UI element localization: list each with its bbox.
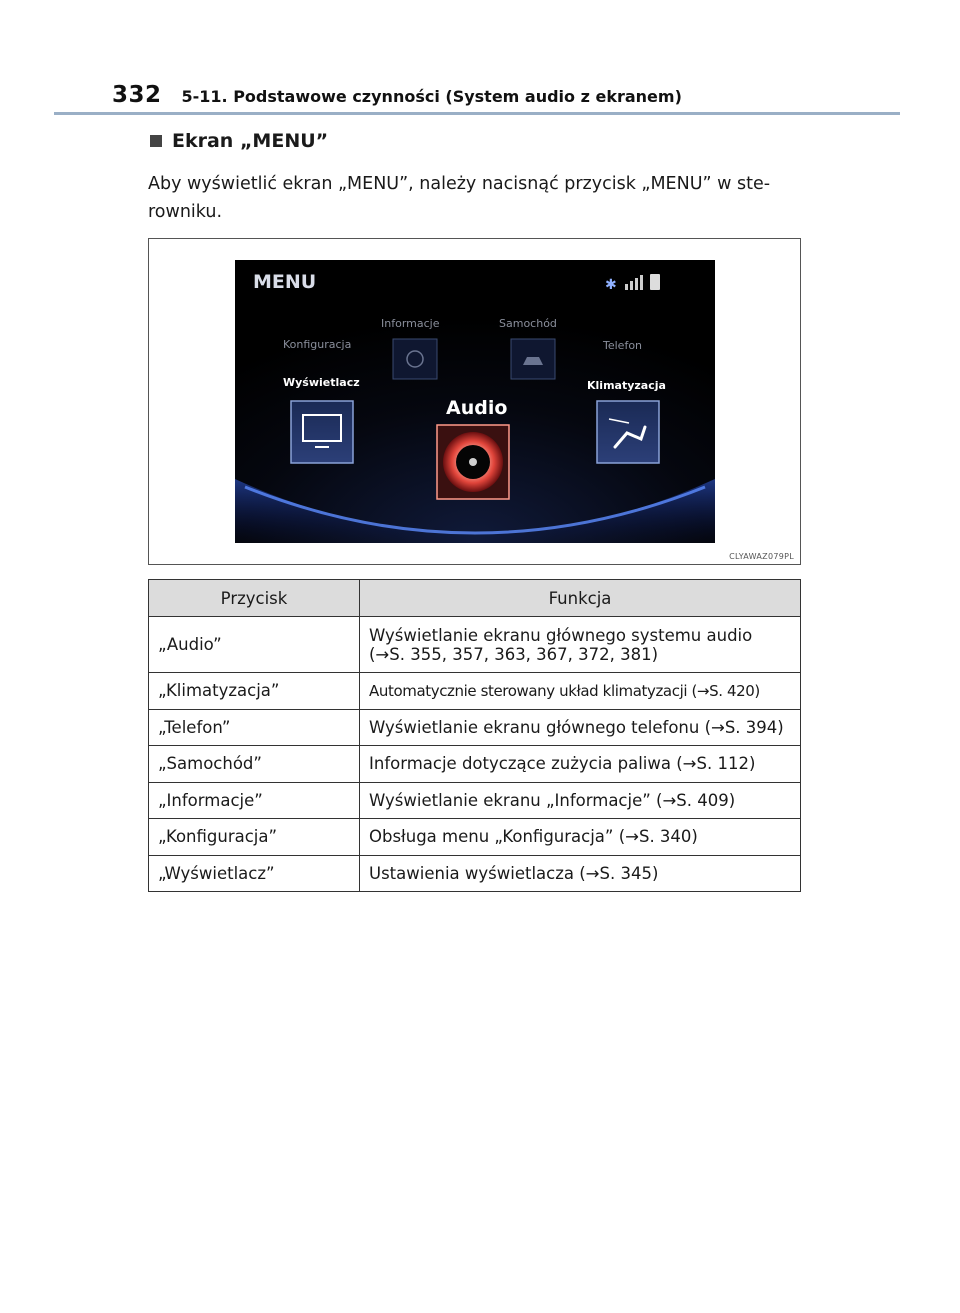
intro-paragraph: Aby wyświetlić ekran „MENU”, należy nacisnąć przycisk „MENU” w ste-rowniku.	[148, 174, 771, 222]
function-cell: Obsługa menu „Konfiguracja” (→S. 340)	[360, 819, 801, 856]
chapter-title: 5-11. Podstawowe czynności (System audio z ekranem)	[181, 87, 682, 106]
function-cell	[360, 673, 801, 710]
table-row	[149, 617, 801, 673]
menu-item-samochod: Samochód	[499, 317, 557, 330]
button-cell: „Telefon”	[149, 709, 360, 746]
header-przycisk: Przycisk	[149, 580, 360, 617]
table-row	[149, 746, 801, 783]
signal-icon	[625, 284, 628, 290]
button-cell: „Samochód”	[149, 746, 360, 783]
bluetooth-icon: ✱	[605, 277, 617, 293]
button-cell: „Informacje”	[149, 782, 360, 819]
function-cell: Ustawienia wyświetlacza (→S. 345)	[360, 855, 801, 892]
menu-item-klimatyzacja: Klimatyzacja	[587, 379, 666, 392]
table-header-row	[149, 580, 801, 617]
menu-screen-illustration	[149, 239, 800, 564]
page-header	[112, 82, 682, 108]
table-row	[149, 673, 801, 710]
section-heading	[150, 130, 328, 152]
table-row	[149, 819, 801, 856]
function-line: Wyświetlanie ekranu głównego systemu audio	[369, 625, 753, 645]
function-table	[148, 579, 801, 892]
menu-screen-figure	[148, 238, 801, 565]
table-row	[149, 782, 801, 819]
header-rule	[54, 112, 900, 115]
function-text: Automatycznie sterowany układ klimatyzacji (→S. 420)	[369, 682, 760, 701]
button-cell: „Audio”	[149, 617, 360, 673]
button-cell: „Klimatyzacja”	[149, 673, 360, 710]
section-heading-text: Ekran „MENU”	[172, 130, 329, 152]
function-cell	[360, 617, 801, 673]
menu-item-konfiguracja: Konfiguracja	[283, 338, 352, 351]
menu-item-informacje: Informacje	[381, 317, 440, 330]
battery-icon	[650, 274, 660, 290]
menu-item-audio: Audio	[446, 397, 508, 419]
function-cell: Informacje dotyczące zużycia paliwa (→S. 112)	[360, 746, 801, 783]
wyswietlacz-tile	[291, 401, 353, 463]
button-cell: „Konfiguracja”	[149, 819, 360, 856]
header-funkcja: Funkcja	[360, 580, 801, 617]
figure-code: CLYAWAZ079PL	[729, 552, 794, 561]
table-row	[149, 709, 801, 746]
page-number: 332	[112, 82, 162, 108]
menu-item-wyswietlacz: Wyświetlacz	[283, 376, 360, 389]
screen-title: MENU	[253, 271, 317, 293]
function-line: (→S. 355, 357, 363, 367, 372, 381)	[369, 644, 659, 664]
menu-item-telefon: Telefon	[603, 339, 643, 352]
informacje-tile	[393, 339, 437, 379]
function-cell: Wyświetlanie ekranu „Informacje” (→S. 409)	[360, 782, 801, 819]
square-bullet-icon	[150, 135, 162, 147]
function-cell: Wyświetlanie ekranu głównego telefonu (→S. 394)	[360, 709, 801, 746]
table-row	[149, 855, 801, 892]
button-cell: „Wyświetlacz”	[149, 855, 360, 892]
